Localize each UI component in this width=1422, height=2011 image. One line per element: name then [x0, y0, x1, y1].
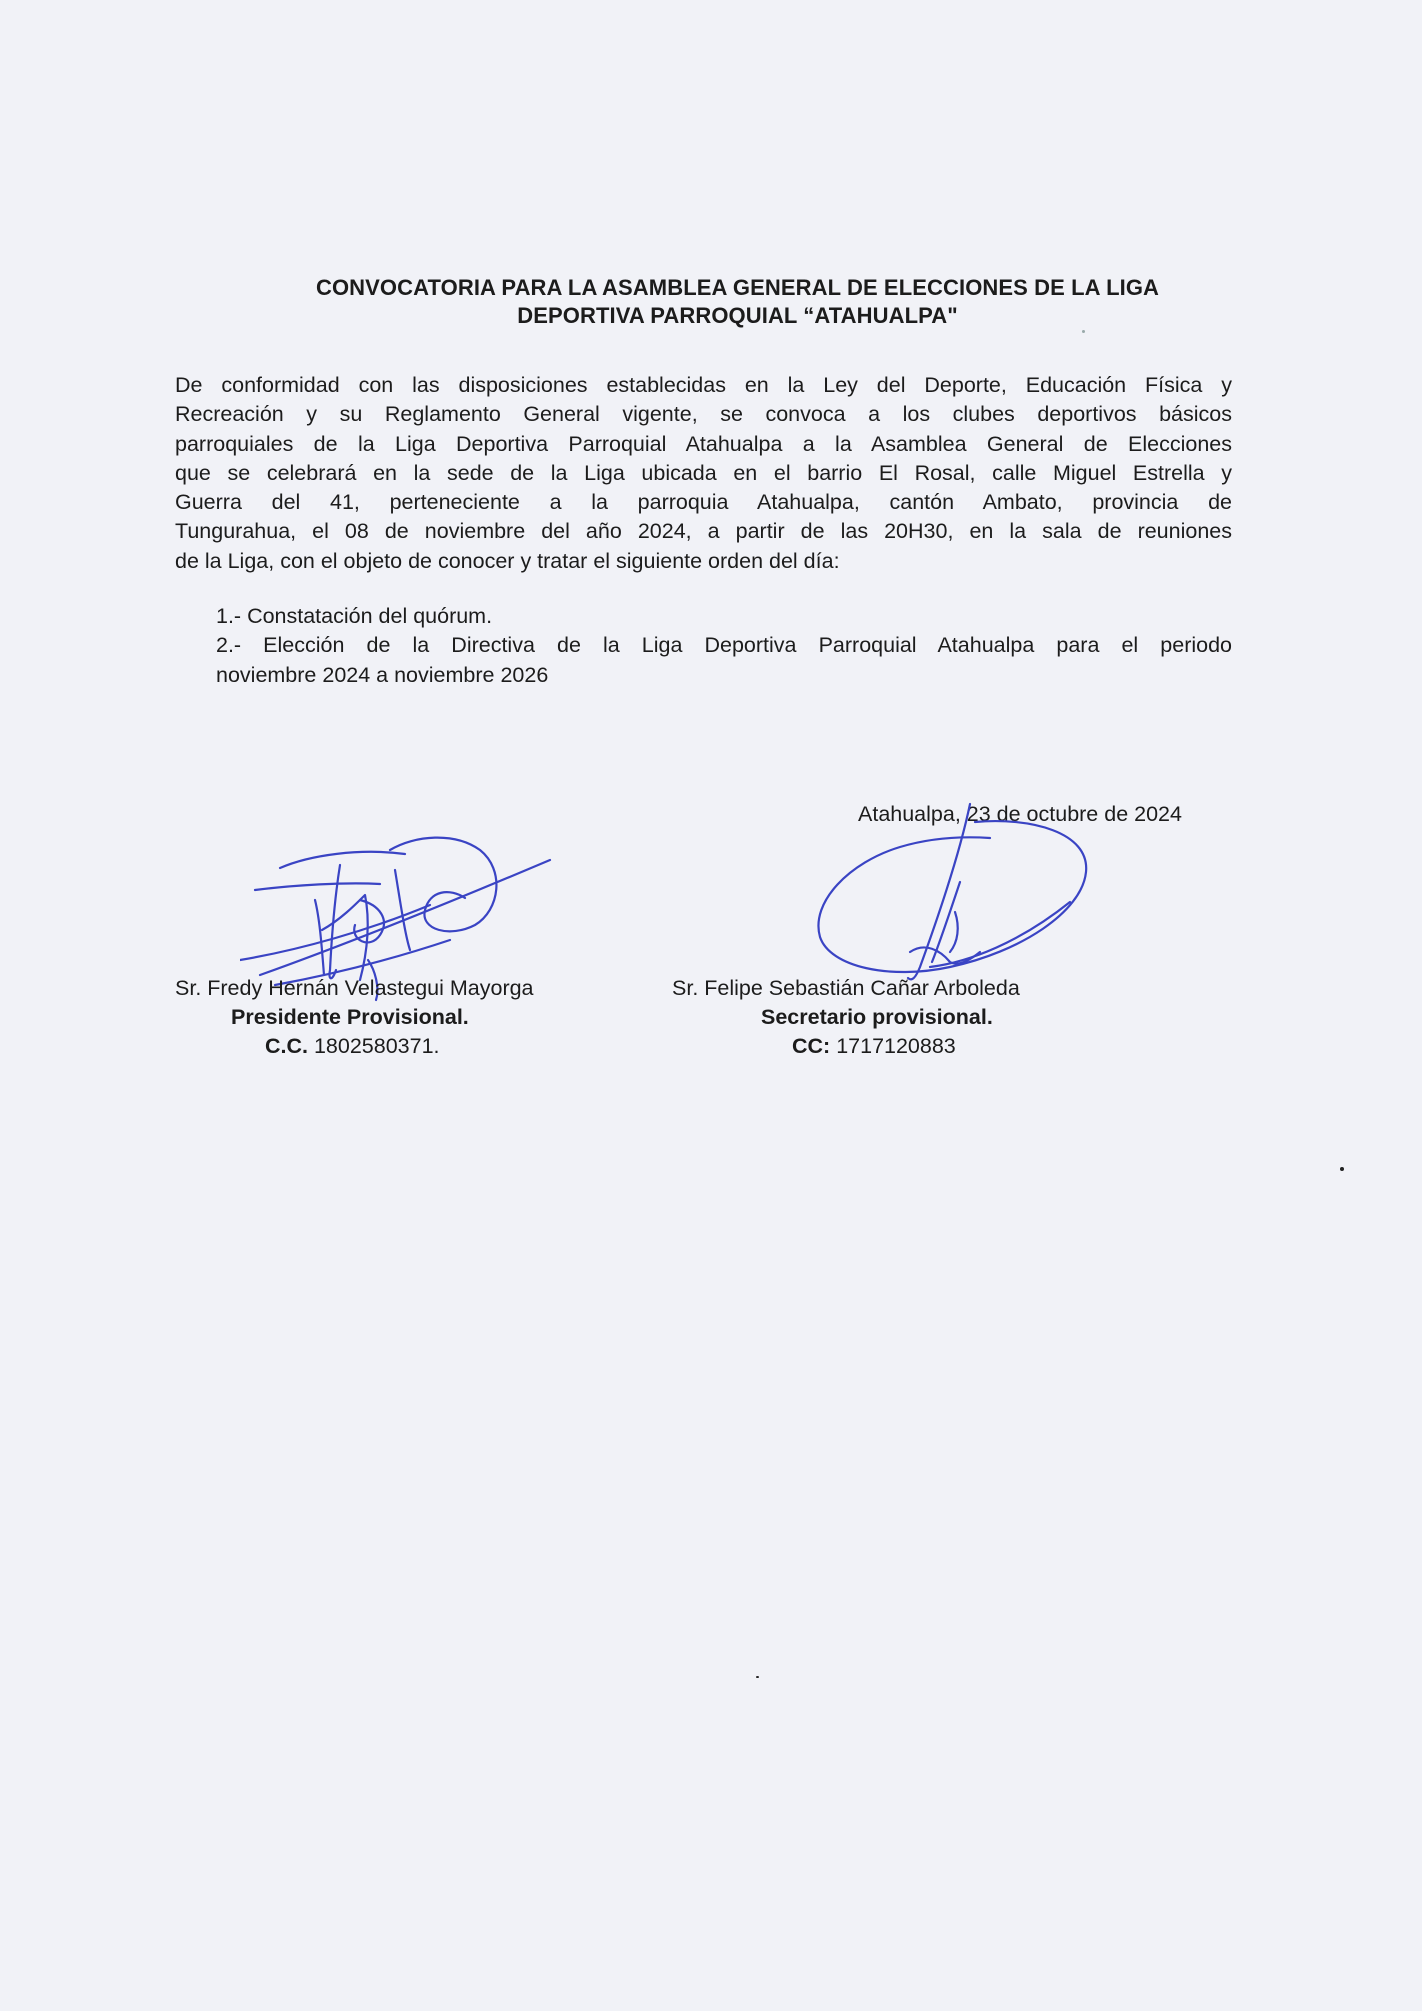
signatory-left-id-value: 1802580371. — [308, 1034, 440, 1058]
agenda-item-1: 1.- Constatación del quórum. — [216, 604, 493, 628]
body-line: parroquiales de la Liga Deportiva Parroquial Atahualpa a la Asamblea General de Elecciones — [175, 431, 1232, 456]
signatory-left-id-label: C.C. — [265, 1034, 308, 1058]
signatory-right — [672, 974, 1122, 1061]
title-line-1: CONVOCATORIA PARA LA ASAMBLEA GENERAL DE ELECCIONES DE LA LIGA — [315, 275, 1160, 300]
scan-speck — [1340, 1167, 1344, 1171]
scan-speck — [756, 1676, 759, 1678]
body-line: que se celebrará en la sede de la Liga ubicada en el barrio El Rosal, calle Miguel Estrella y — [175, 460, 1232, 485]
signatory-left — [175, 974, 605, 1061]
signatory-right-role: Secretario provisional. — [761, 1005, 993, 1029]
title-line-2: DEPORTIVA PARROQUIAL “ATAHUALPA" — [517, 303, 958, 328]
signatory-left-name: Sr. Fredy Hernán Velastegui Mayorga — [175, 976, 534, 1000]
body-line: Tungurahua, el 08 de noviembre del año 2024, a partir de las 20H30, en la sala de reuniones — [175, 519, 1232, 544]
body-line: De conformidad con las disposiciones establecidas en la Ley del Deporte, Educación Física y — [175, 373, 1232, 397]
signatory-left-id — [175, 1032, 605, 1061]
document-title — [175, 274, 1300, 330]
signatory-right-id-value: 1717120883 — [830, 1034, 956, 1058]
signatory-right-name: Sr. Felipe Sebastián Cañar Arboleda — [672, 976, 1020, 1000]
agenda-list — [216, 602, 1232, 690]
date-line: Atahualpa, 23 de octubre de 2024 — [858, 802, 1182, 826]
agenda-item-2: 2.- Elección de la Directiva de la Liga Deportiva Parroquial Atahualpa para el periodo — [216, 633, 1232, 658]
body-line: de la Liga, con el objeto de conocer y tratar el siguiente orden del día: — [175, 548, 840, 573]
scan-speck — [1082, 330, 1085, 333]
signatory-right-id — [672, 1032, 1122, 1061]
body-line: Guerra del 41, perteneciente a la parroquia Atahualpa, cantón Ambato, provincia de — [175, 490, 1232, 515]
signatory-right-id-label: CC: — [792, 1034, 831, 1058]
body-line: Recreación y su Reglamento General vigente, se convoca a los clubes deportivos básicos — [175, 402, 1232, 427]
body-paragraph — [175, 371, 1232, 576]
signatory-left-role: Presidente Provisional. — [231, 1005, 469, 1029]
agenda-item-2-continuation: noviembre 2024 a noviembre 2026 — [216, 662, 549, 687]
